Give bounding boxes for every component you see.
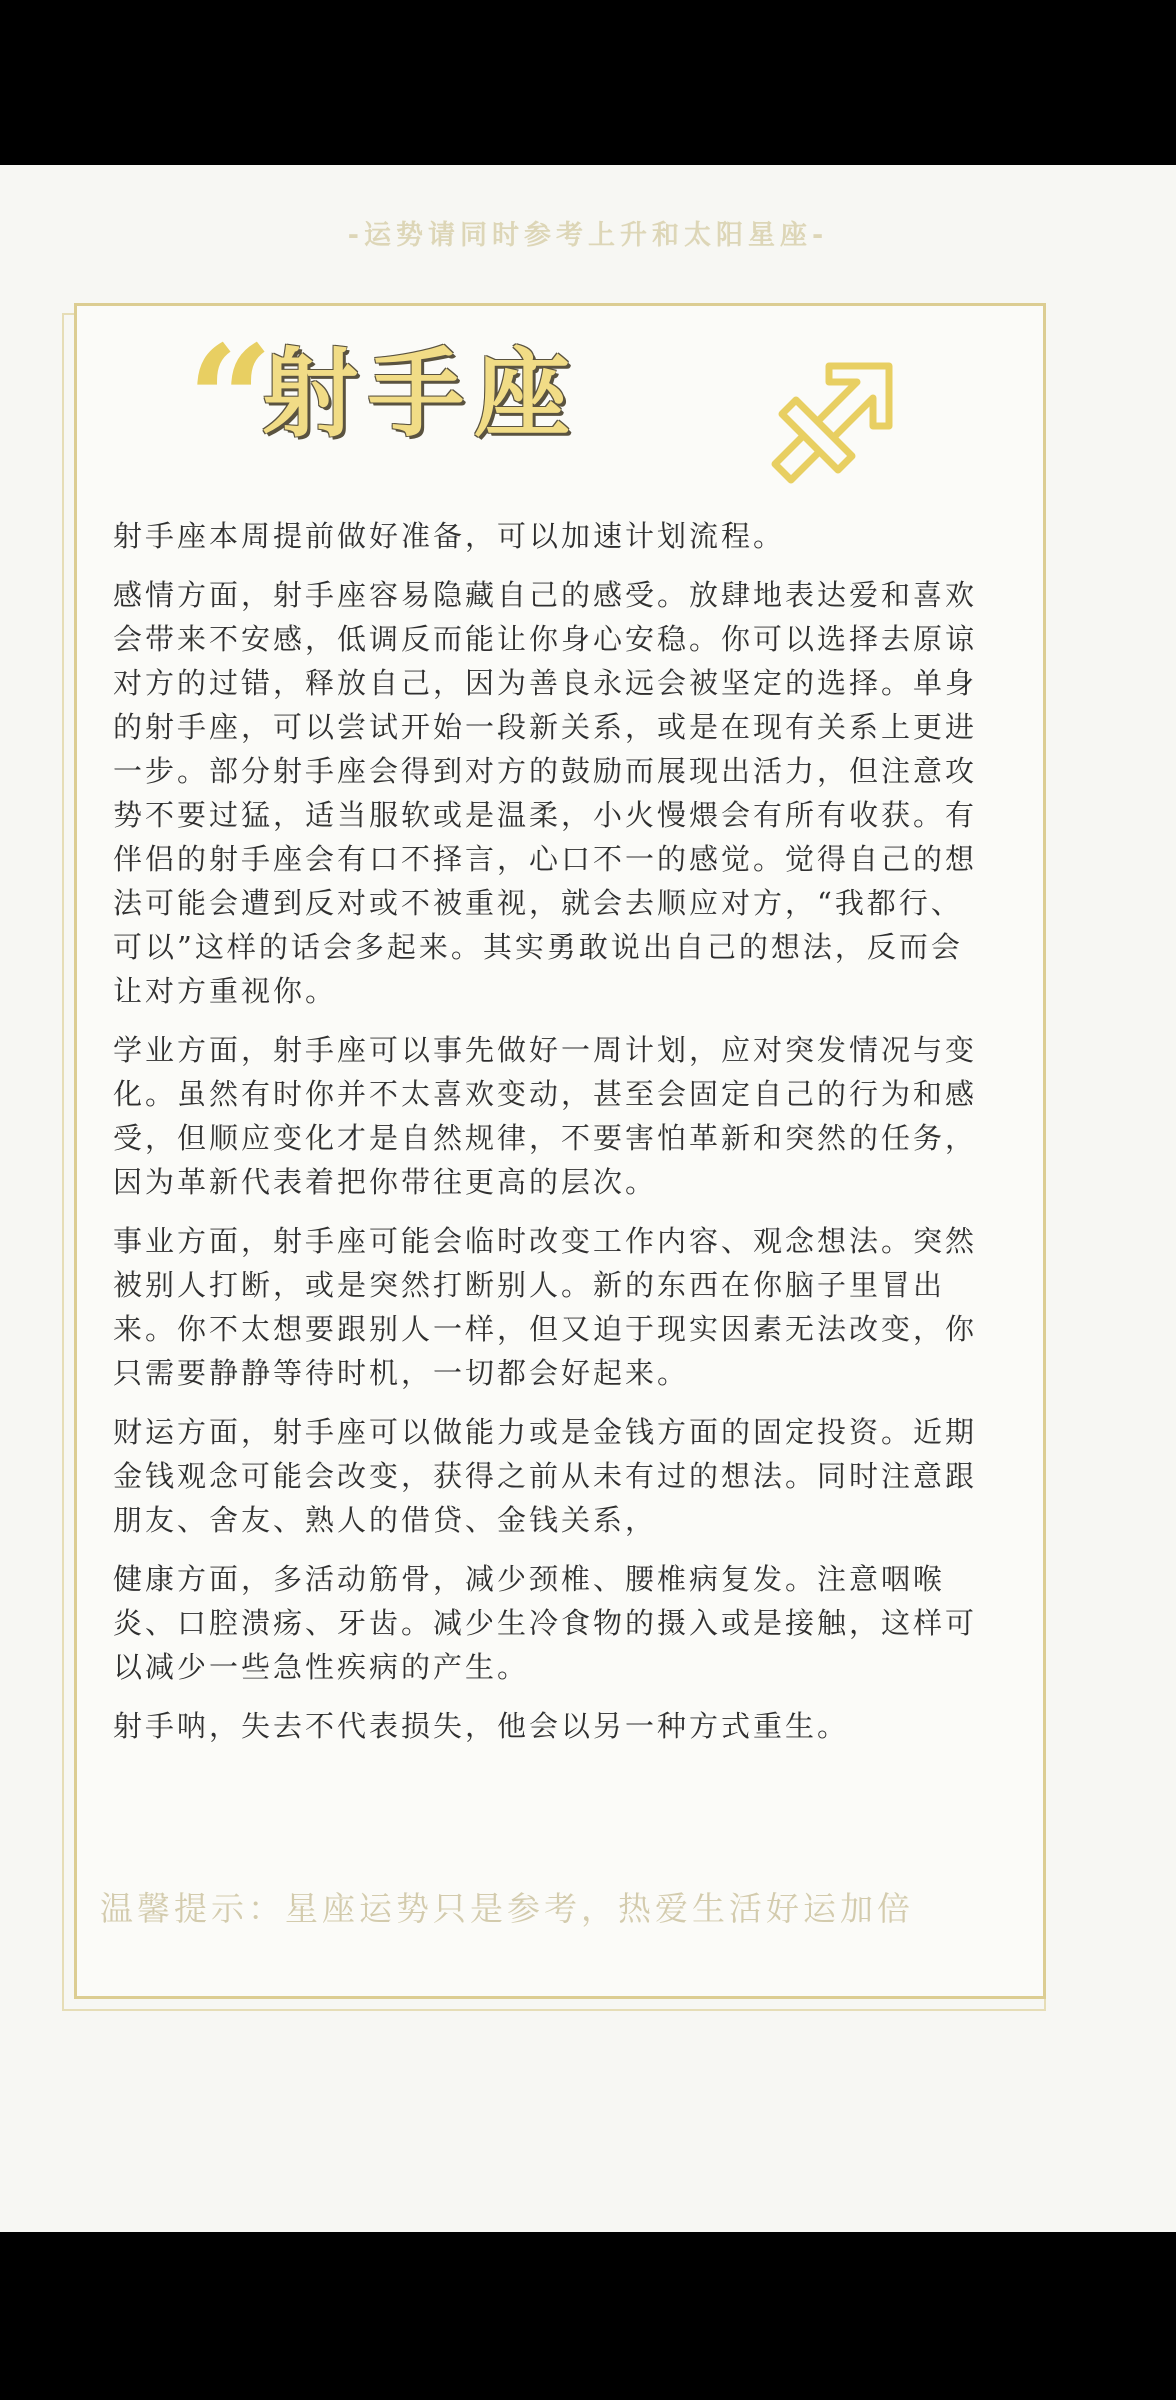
paragraph-intro: 射手座本周提前做好准备，可以加速计划流程。 xyxy=(113,519,786,553)
header-note: -运势请同时参考上升和太阳星座- xyxy=(347,220,829,251)
horoscope-body xyxy=(113,514,993,1763)
sagittarius-symbol-icon xyxy=(757,356,907,496)
paragraph-closing: 射手呐，失去不代表损失，他会以另一种方式重生。 xyxy=(113,1709,850,1743)
horoscope-page xyxy=(0,165,1176,2232)
sign-title: 射手座 xyxy=(262,338,580,450)
quote-mark: “ xyxy=(187,313,274,489)
paragraph-love: 感情方面，射手座容易隐藏自己的感受。放肆地表达爱和喜欢会带来不安感，低调反而能让你身心安稳。你可以选择去原谅对方的过错，释放自己，因为善良永远会被坚定的选择。单身的射手座，可以尝试开始一段新关系，或是在现有关系上更进一步。部分射手座会得到对方的鼓励而展现出活力，但注意攻势不要过猛，适当服软或是温柔，小火慢煨会有所有收获。有伴侣的射手座会有口不择言，心口不一的感觉。觉得自己的想法可能会遭到反对或不被重视，就会去顺应对方，“我都行、可以”这样的话会多起来。其实勇敢说出自己的想法，反而会让对方重视你。 xyxy=(113,578,978,1008)
footer-tip: 温馨提示：星座运势只是参考，热爱生活好运加倍 xyxy=(100,1889,914,1928)
bottom-black-bar xyxy=(0,2232,1176,2400)
top-black-bar xyxy=(0,0,1176,165)
paragraph-health: 健康方面，多活动筋骨，减少颈椎、腰椎病复发。注意咽喉炎、口腔溃疡、牙齿。减少生冷食物的摄入或是接触，这样可以减少一些急性疾病的产生。 xyxy=(113,1562,978,1684)
horoscope-card xyxy=(74,303,1046,1999)
paragraph-career: 事业方面，射手座可能会临时改变工作内容、观念想法。突然被别人打断，或是突然打断别人。新的东西在你脑子里冒出来。你不太想要跟别人一样，但又迫于现实因素无法改变，你只需要静静等待时机，一切都会好起来。 xyxy=(113,1224,978,1390)
paragraph-study: 学业方面，射手座可以事先做好一周计划，应对突发情况与变化。虽然有时你并不太喜欢变动，甚至会固定自己的行为和感受，但顺应变化才是自然规律，不要害怕革新和突然的任务，因为革新代表着把你带往更高的层次。 xyxy=(113,1033,978,1199)
paragraph-wealth: 财运方面，射手座可以做能力或是金钱方面的固定投资。近期金钱观念可能会改变，获得之前从未有过的想法。同时注意跟朋友、舍友、熟人的借贷、金钱关系， xyxy=(113,1415,978,1537)
